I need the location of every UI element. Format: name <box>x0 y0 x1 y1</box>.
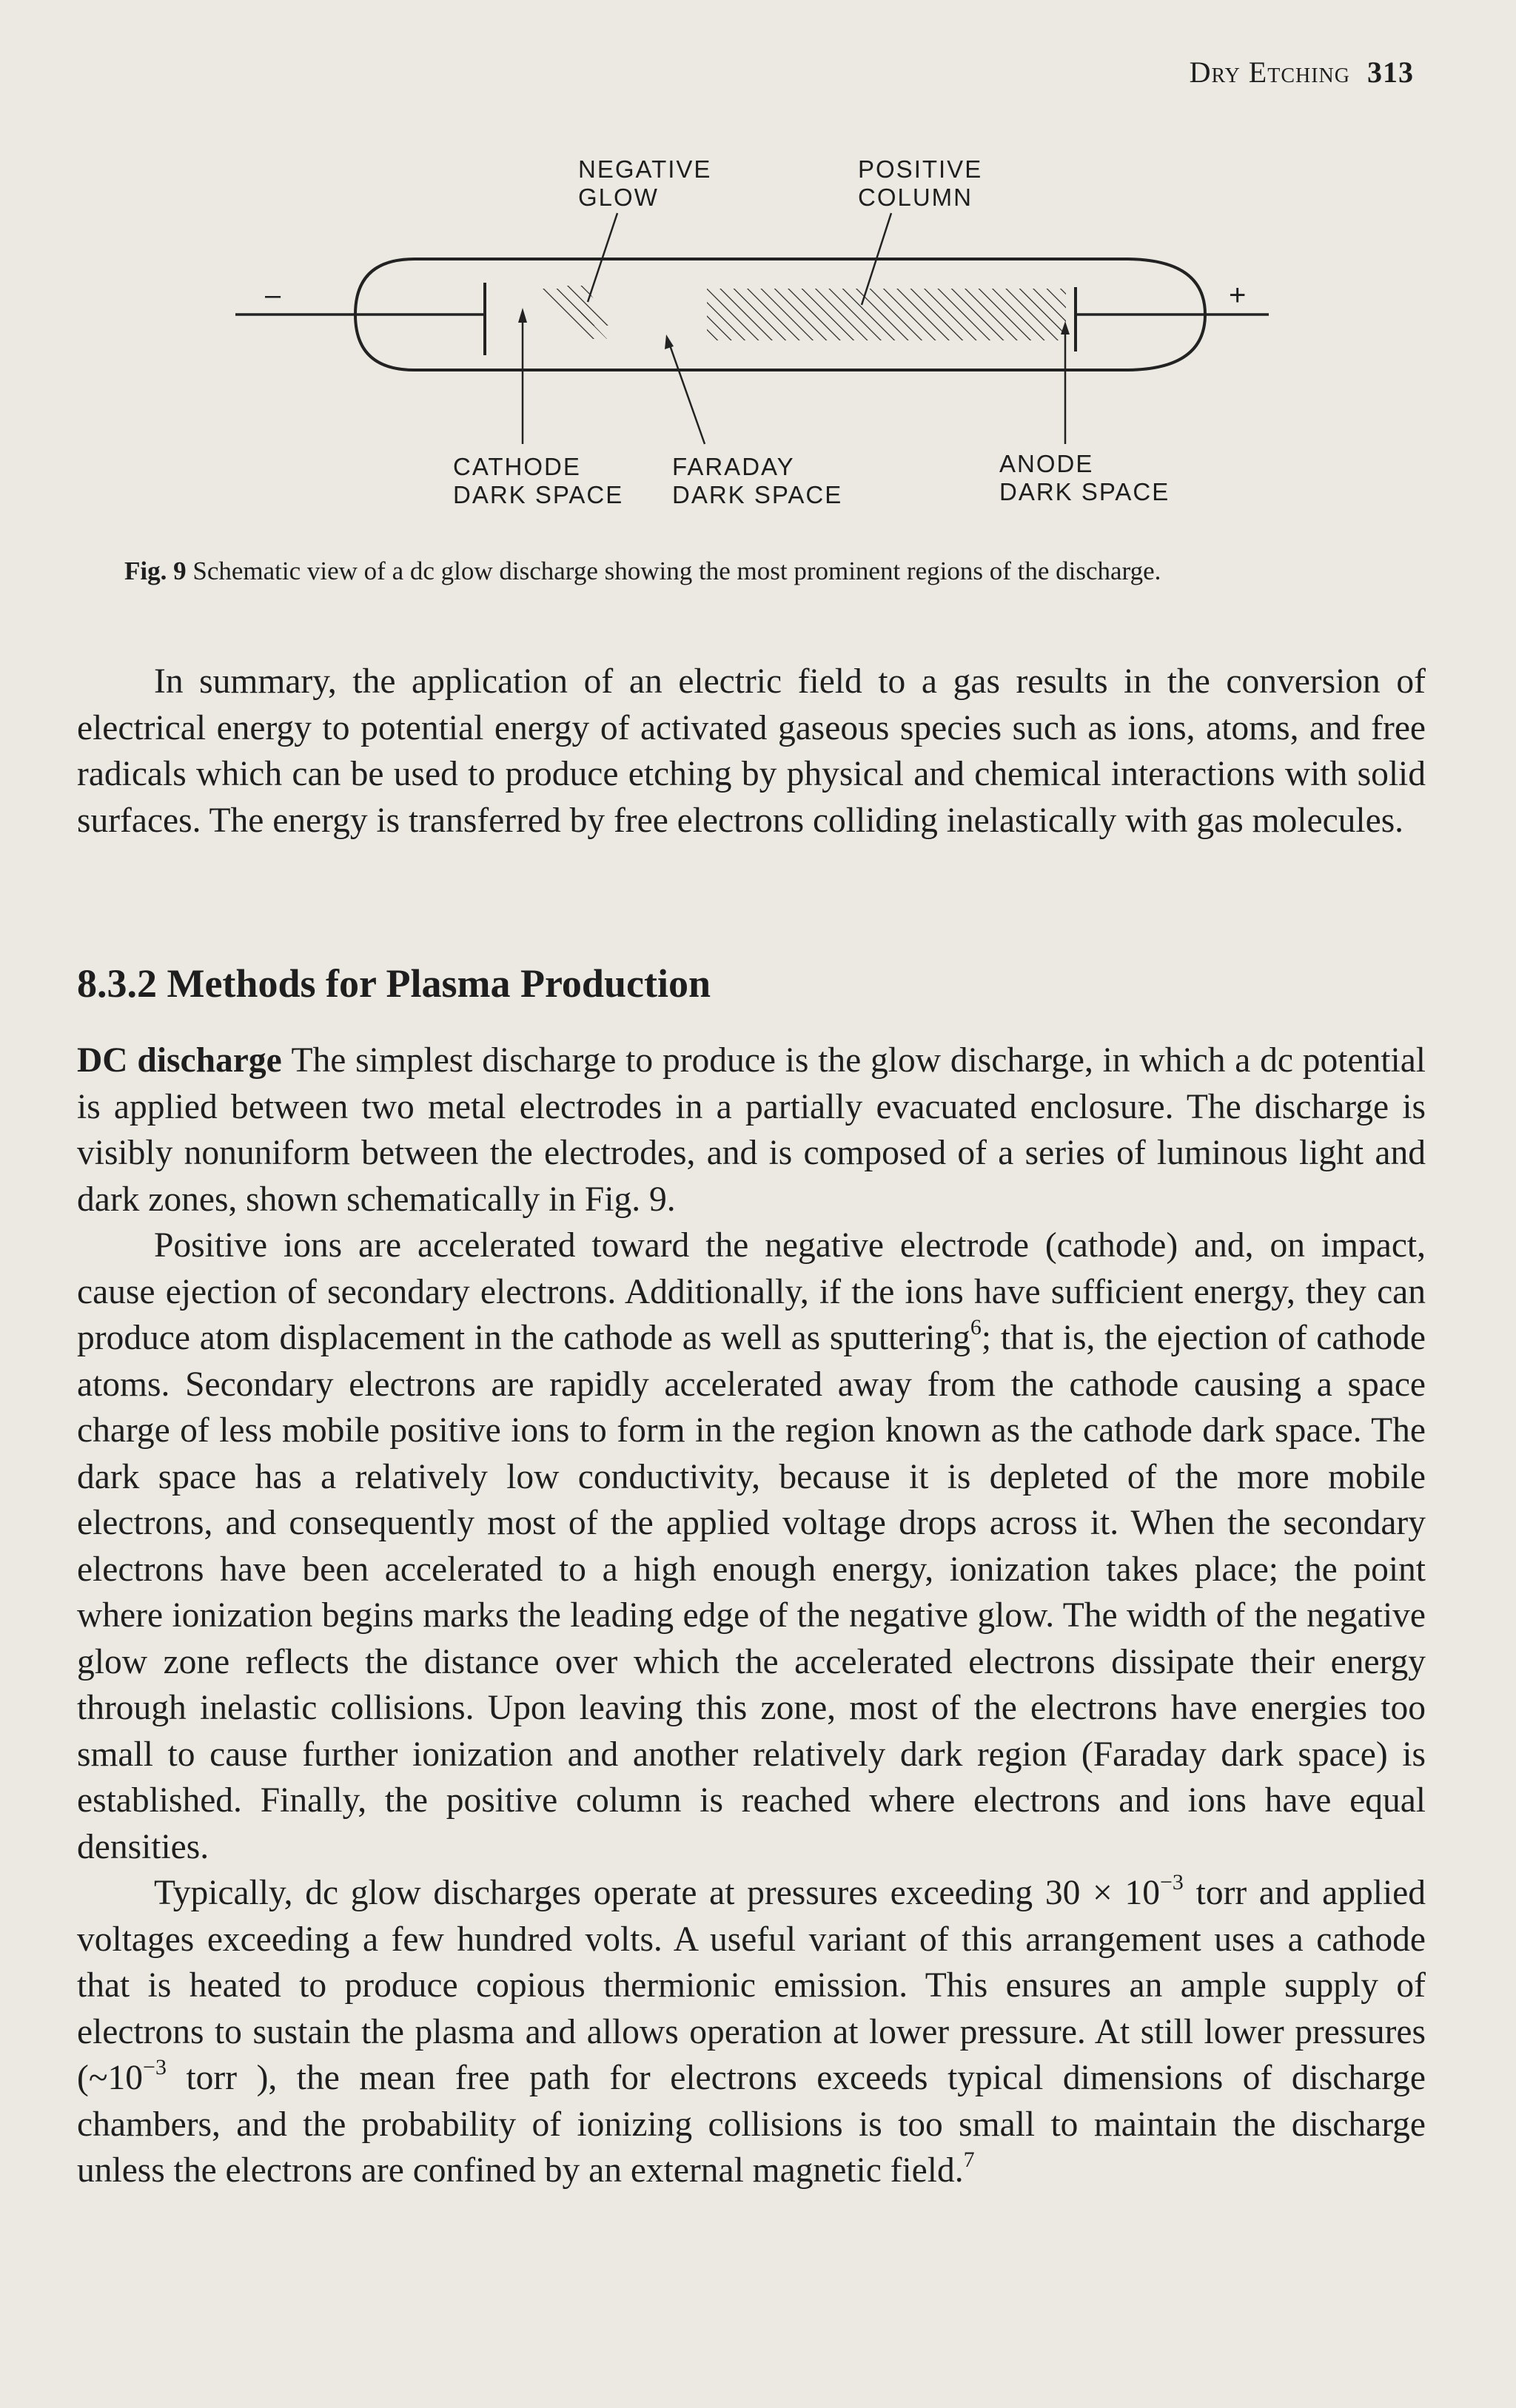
paragraph-3-text-c: torr ), the mean free path for electrons exceeds typical dimensions of discharge chambers, and the probability of ionizing collisions is too small to maintain the discharge unless the electrons are confined by an external magnetic field. <box>77 2059 1426 2190</box>
exponent-1: −3 <box>1160 1870 1184 1894</box>
figure-caption-text: Schematic view of a dc glow discharge showing the most prominent regions of the discharge. <box>192 556 1161 585</box>
paragraph-2-text-b: ; that is, the ejection of cathode atoms. Secondary electrons are rapidly accelerated away from the cathode causing a space charge of less mobile positive ions to form in the region known as the cathode dark space. The dark space has a relatively low conductivity, because it is depleted of the more mobile electrons, and consequently most of the applied voltage drops across it. When the secondary electrons have been accelerated to a high enough energy, ionization takes place; the point where ionization begins marks the leading edge of the negative glow. The width of the negative glow zone reflects the distance over which the accelerated electrons dissipate their energy through inelastic collisions. Upon leaving this zone, most of the electrons have energies too small to cause further ionization and another relatively dark region (Faraday dark space) is established. Finally, the positive column is reached where electrons and ions have equal densities. <box>77 1319 1426 1866</box>
label-positive-column: POSITIVE COLUMN <box>858 155 983 211</box>
label-negative-glow: NEGATIVE GLOW <box>578 155 712 211</box>
paragraph-1-text: The simplest discharge to produce is the glow discharge, in which a dc potential is applied between two metal electrodes in a partially evacuated enclosure. The discharge is visibly nonuniform between the electrodes, and is composed of a series of luminous light and dark zones, shown schematically in Fig. 9. <box>77 1041 1426 1219</box>
polarity-negative: – <box>265 280 283 311</box>
label-faraday-dark-space: FARADAY DARK SPACE <box>672 453 843 508</box>
run-in-heading: DC discharge <box>77 1041 282 1080</box>
label-anode-dark-space: ANODE DARK SPACE <box>999 450 1170 505</box>
label-cathode-dark-space: CATHODE DARK SPACE <box>453 453 624 508</box>
running-head-title: Dry Etching <box>1189 56 1350 89</box>
paragraph-positive-ions <box>77 1223 1426 1870</box>
running-head <box>1190 55 1414 90</box>
paragraph-2-text-a: Positive ions are accelerated toward the negative electrode (cathode) and, on impact, cause ejection of secondary electrons. Additionally, if the ions have sufficient energy, they can produce atom displacement in the cathode as well as sputtering <box>77 1226 1426 1357</box>
footnote-ref-7: 7 <box>963 2148 975 2172</box>
exponent-2: −3 <box>143 2055 167 2079</box>
glow-discharge-figure <box>0 141 1516 525</box>
figure-caption-number: Fig. 9 <box>124 556 187 585</box>
summary-paragraph-block <box>77 659 1426 844</box>
polarity-positive: + <box>1229 279 1248 312</box>
paragraph-dc-discharge <box>77 1037 1426 1223</box>
page-number: 313 <box>1367 56 1414 89</box>
positive-column-region <box>707 289 1066 340</box>
paragraph-pressures <box>77 1870 1426 2194</box>
footnote-ref-6: 6 <box>970 1315 982 1339</box>
paragraph-3-text-a: Typically, dc glow discharges operate at pressures exceeding 30 × 10 <box>154 1874 1161 1912</box>
section-heading: 8.3.2 Methods for Plasma Production <box>77 961 711 1006</box>
summary-paragraph: In summary, the application of an electric field to a gas results in the conversion of electrical energy to potential energy of activated gaseous species such as ions, atoms, and free radicals which can be used to produce etching by physical and chemical interactions with solid surfaces. The energy is transferred by free electrons colliding inelastically with gas molecules. <box>77 662 1426 840</box>
paragraph-3-text-b: torr and applied voltages exceeding a few hundred volts. A useful variant of this arrangement uses a cathode that is heated to produce copious thermionic emission. This ensures an ample supply of electrons to sustain the plasma and allows operation at lower pressure. At still lower pressures (~10 <box>77 1874 1426 2097</box>
section-body <box>77 1037 1426 2194</box>
figure-caption <box>124 555 1427 588</box>
